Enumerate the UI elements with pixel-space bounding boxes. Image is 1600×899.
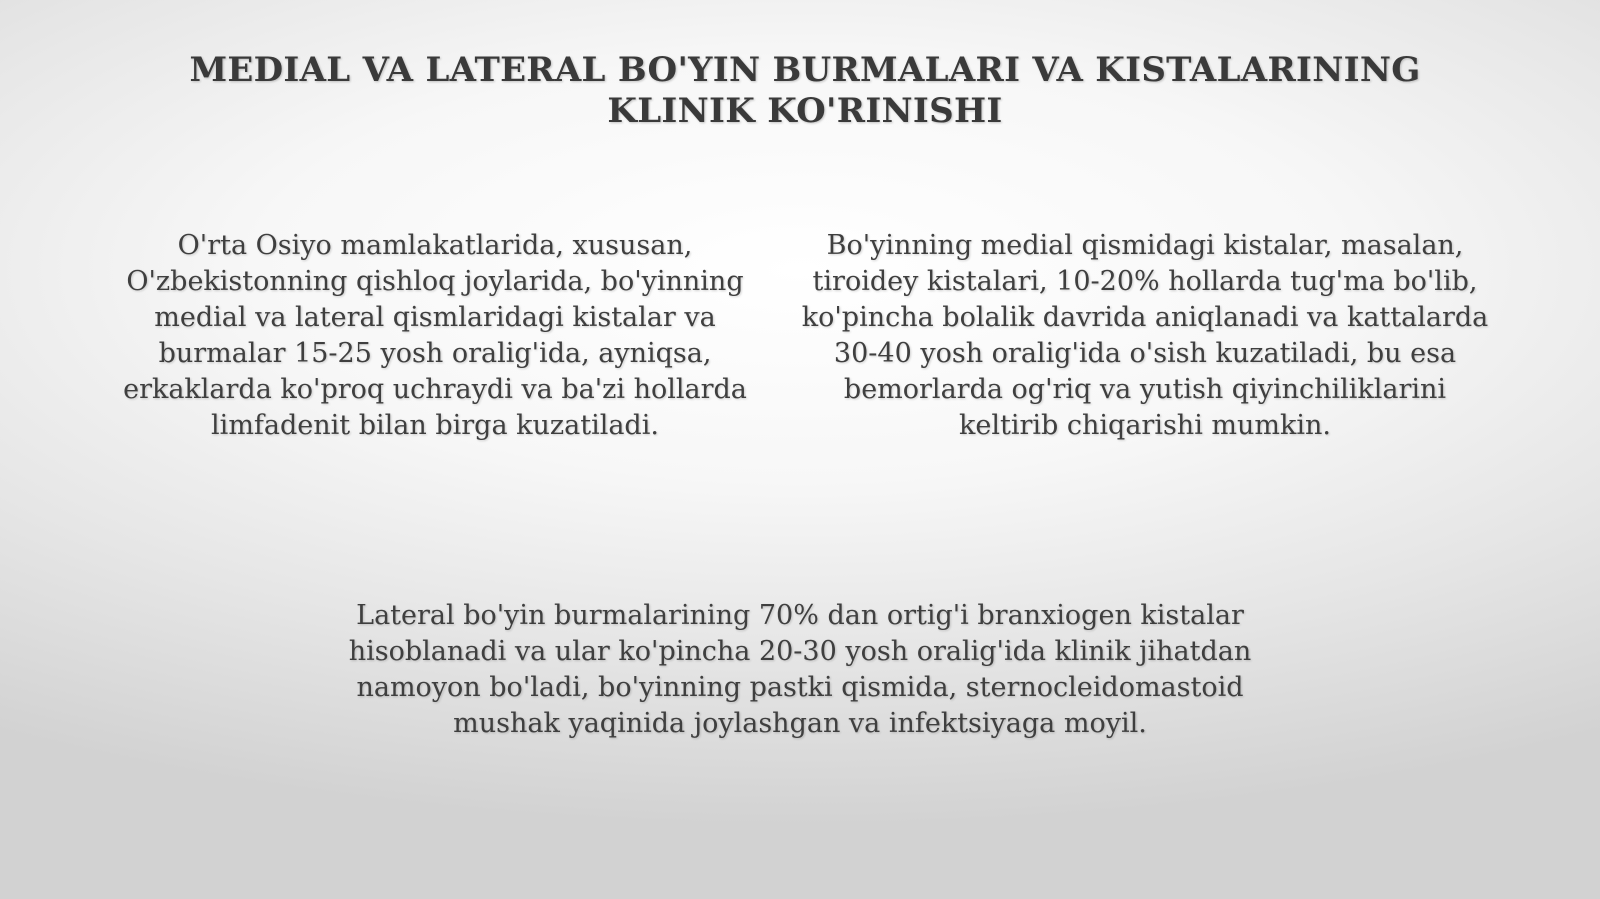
bottom-text-block: Lateral bo'yin burmalarining 70% dan ortig'i branxiogen kistalar hisoblanadi va ular ko'pincha 20-30 yosh oralig'ida klinik jihatdan namoyon bo'ladi, bo'yinning pastki qismida, sternocleidomastoid mushak yaqinida joylashgan va infektsiyaga moyil. bbox=[348, 600, 1252, 739]
slide-title: MEDIAL VA LATERAL BO'YIN BURMALARI VA KISTALARINING KLINIK KO'RINISHI bbox=[189, 50, 1421, 131]
right-text-block: Bo'yinning medial qismidagi kistalar, masalan, tiroidey kistalari, 10-20% hollarda tug'ma bo'lib, ko'pincha bolalik davrida aniqlanadi va kattalarda 30-40 yosh oralig'ida o'sish kuzatiladi, bu esa bemorlarda og'riq va yutish qiyinchiliklarini keltirib chiqarishi mumkin. bbox=[801, 230, 1489, 441]
left-text-block: O'rta Osiyo mamlakatlarida, xususan, O'zbekistonning qishloq joylarida, bo'yinning medial va lateral qismlaridagi kistalar va burmalar 15-25 yosh oralig'ida, ayniqsa, erkaklarda ko'proq uchraydi va ba'zi hollarda limfadenit bilan birga kuzatiladi. bbox=[123, 230, 747, 441]
